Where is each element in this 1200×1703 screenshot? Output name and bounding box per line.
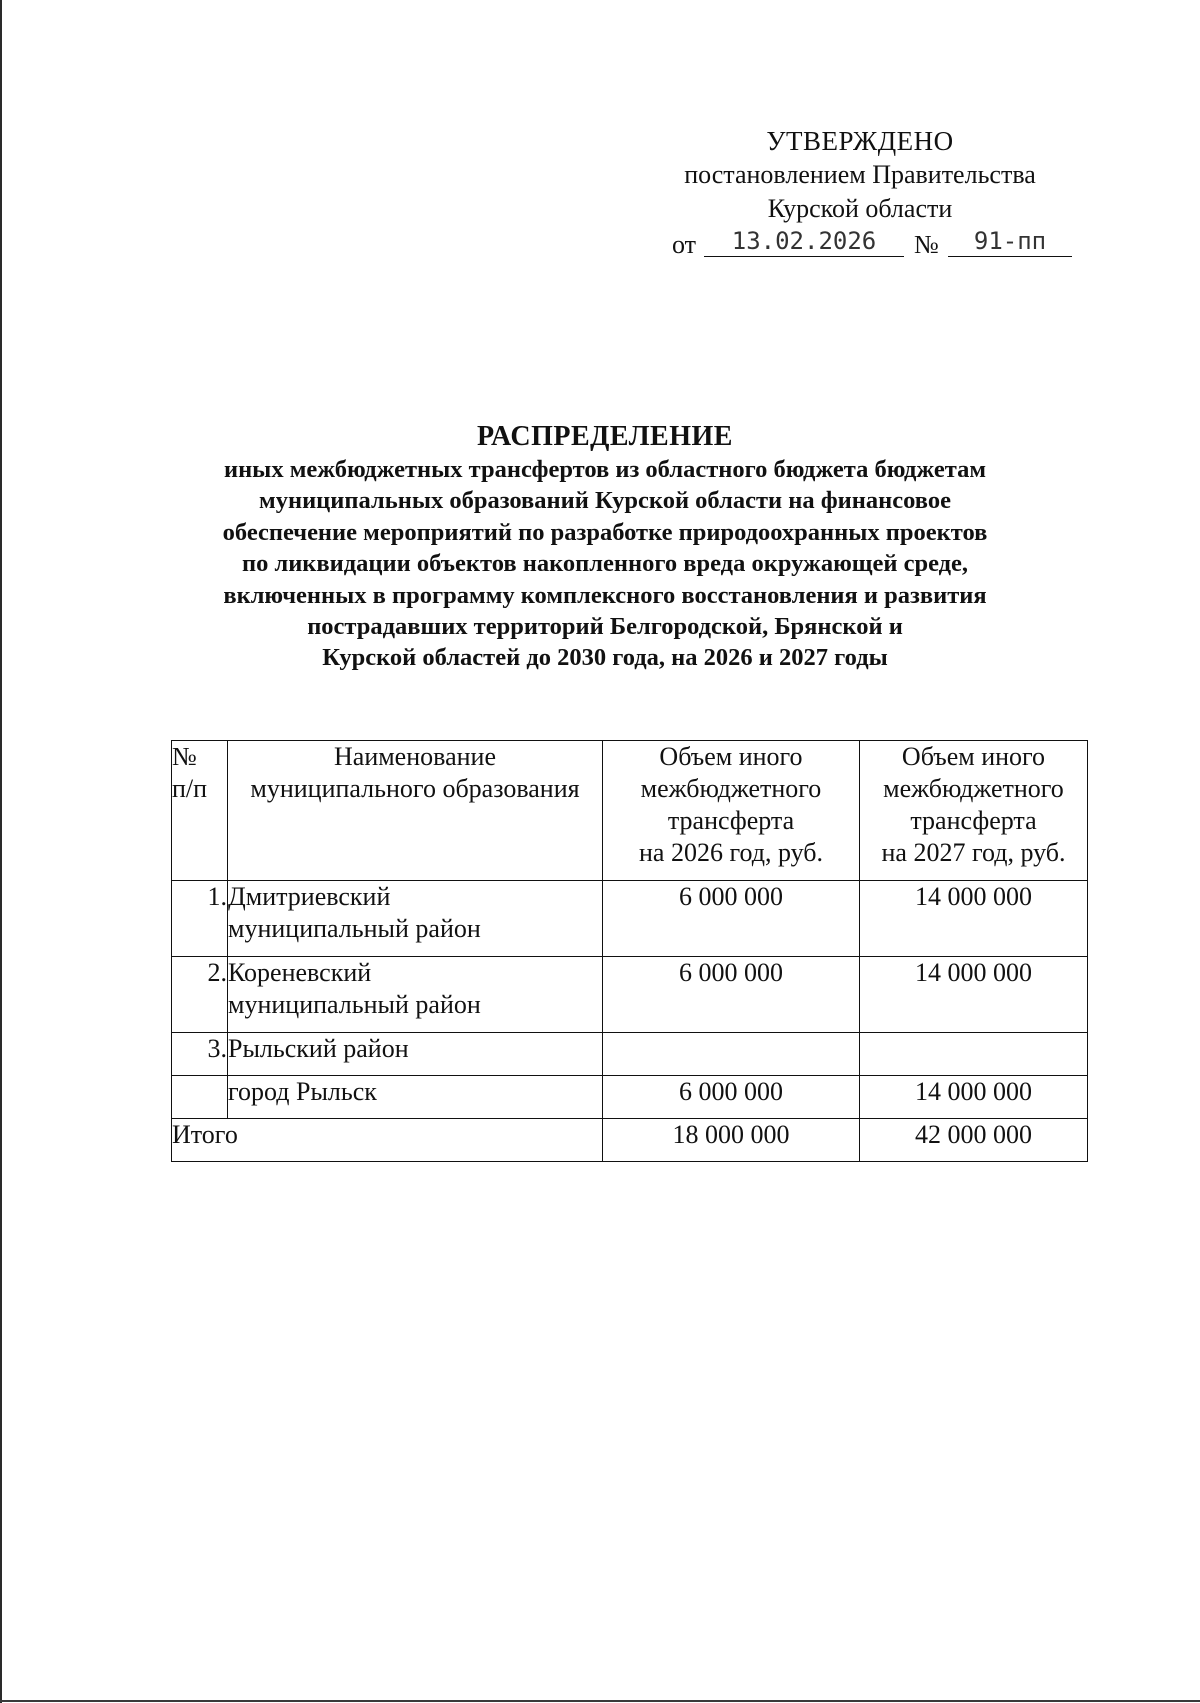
approval-stamp: УТВЕРЖДЕНО xyxy=(766,126,954,156)
table-row xyxy=(172,881,1088,957)
row-value-2027: 14 000 000 xyxy=(860,881,1088,957)
header-text: межбюджетного xyxy=(640,774,822,803)
row-name xyxy=(228,1076,603,1119)
header-volume-2026 xyxy=(603,741,860,881)
number-sign: № xyxy=(914,230,939,259)
row-number: 1. xyxy=(172,881,228,957)
header-text: муниципального образования xyxy=(250,774,580,803)
name-line: Рыльский район xyxy=(228,1034,409,1063)
row-name xyxy=(228,1033,603,1076)
scan-edge-left xyxy=(0,0,2,1703)
row-value-2027: 14 000 000 xyxy=(860,957,1088,1033)
table-row xyxy=(172,1033,1088,1076)
approval-reference xyxy=(672,226,1092,260)
approval-line-2: Курской области xyxy=(767,194,953,223)
title-line: Курской областей до 2030 года, на 2026 и 2027 годы xyxy=(322,644,888,672)
header-text: Объем иного xyxy=(659,742,803,771)
row-value-2026: 6 000 000 xyxy=(603,957,860,1033)
header-text: трансферта xyxy=(910,806,1037,835)
name-line: Кореневский xyxy=(228,958,372,987)
document-date: 13.02.2026 xyxy=(704,226,904,257)
header-text: № xyxy=(172,742,197,771)
distribution-table xyxy=(171,740,1088,1162)
approval-block xyxy=(630,124,1090,226)
header-number xyxy=(172,741,228,881)
header-text: п/п xyxy=(172,774,208,803)
header-text: трансферта xyxy=(667,806,795,835)
total-value-2027: 42 000 000 xyxy=(860,1119,1088,1162)
header-text: Наименование xyxy=(334,742,496,771)
row-name xyxy=(228,957,603,1033)
header-text: на 2027 год, руб. xyxy=(881,838,1066,867)
row-number xyxy=(172,1076,228,1119)
table-row xyxy=(172,957,1088,1033)
row-name xyxy=(228,881,603,957)
title-line: обеспечение мероприятий по разработке природоохранных проектов xyxy=(222,518,988,546)
scan-edge-bottom xyxy=(0,1700,1200,1702)
approval-line-1: постановлением Правительства xyxy=(684,160,1036,189)
name-line: город Рыльск xyxy=(228,1077,377,1106)
name-line: муниципальный район xyxy=(228,990,481,1019)
header-volume-2027 xyxy=(860,741,1088,881)
total-value-2026: 18 000 000 xyxy=(603,1119,860,1162)
table-row xyxy=(172,1076,1088,1119)
row-number: 3. xyxy=(172,1033,228,1076)
row-value-2026: 6 000 000 xyxy=(603,881,860,957)
table-header-row xyxy=(172,741,1088,881)
total-row xyxy=(172,1119,1088,1162)
date-prefix: от xyxy=(672,230,697,259)
header-text: на 2026 год, руб. xyxy=(639,838,823,867)
document-title xyxy=(120,420,1090,674)
row-value-2027: 14 000 000 xyxy=(860,1076,1088,1119)
title-line: муниципальных образований Курской области на финансовое xyxy=(259,487,951,515)
title-line: по ликвидации объектов накопленного вреда окружающей среде, xyxy=(241,550,969,578)
name-line: Дмитриевский xyxy=(228,882,391,911)
name-line: муниципальный район xyxy=(228,914,481,943)
title-main: РАСПРЕДЕЛЕНИЕ xyxy=(477,421,733,452)
header-text: межбюджетного xyxy=(883,774,1064,803)
title-line: иных межбюджетных трансфертов из областного бюджета бюджетам xyxy=(223,456,987,483)
total-label: Итого xyxy=(172,1119,603,1162)
document-number: 91-пп xyxy=(948,226,1072,257)
row-value-2026: 6 000 000 xyxy=(603,1076,860,1119)
title-line: включенных в программу комплексного восстановления и развития xyxy=(223,581,987,609)
header-name xyxy=(228,741,603,881)
header-text: Объем иного xyxy=(901,742,1046,771)
row-value-2026 xyxy=(603,1033,860,1076)
row-value-2027 xyxy=(860,1033,1088,1076)
title-line: пострадавших территорий Белгородской, Брянской и xyxy=(307,613,903,641)
row-number: 2. xyxy=(172,957,228,1033)
